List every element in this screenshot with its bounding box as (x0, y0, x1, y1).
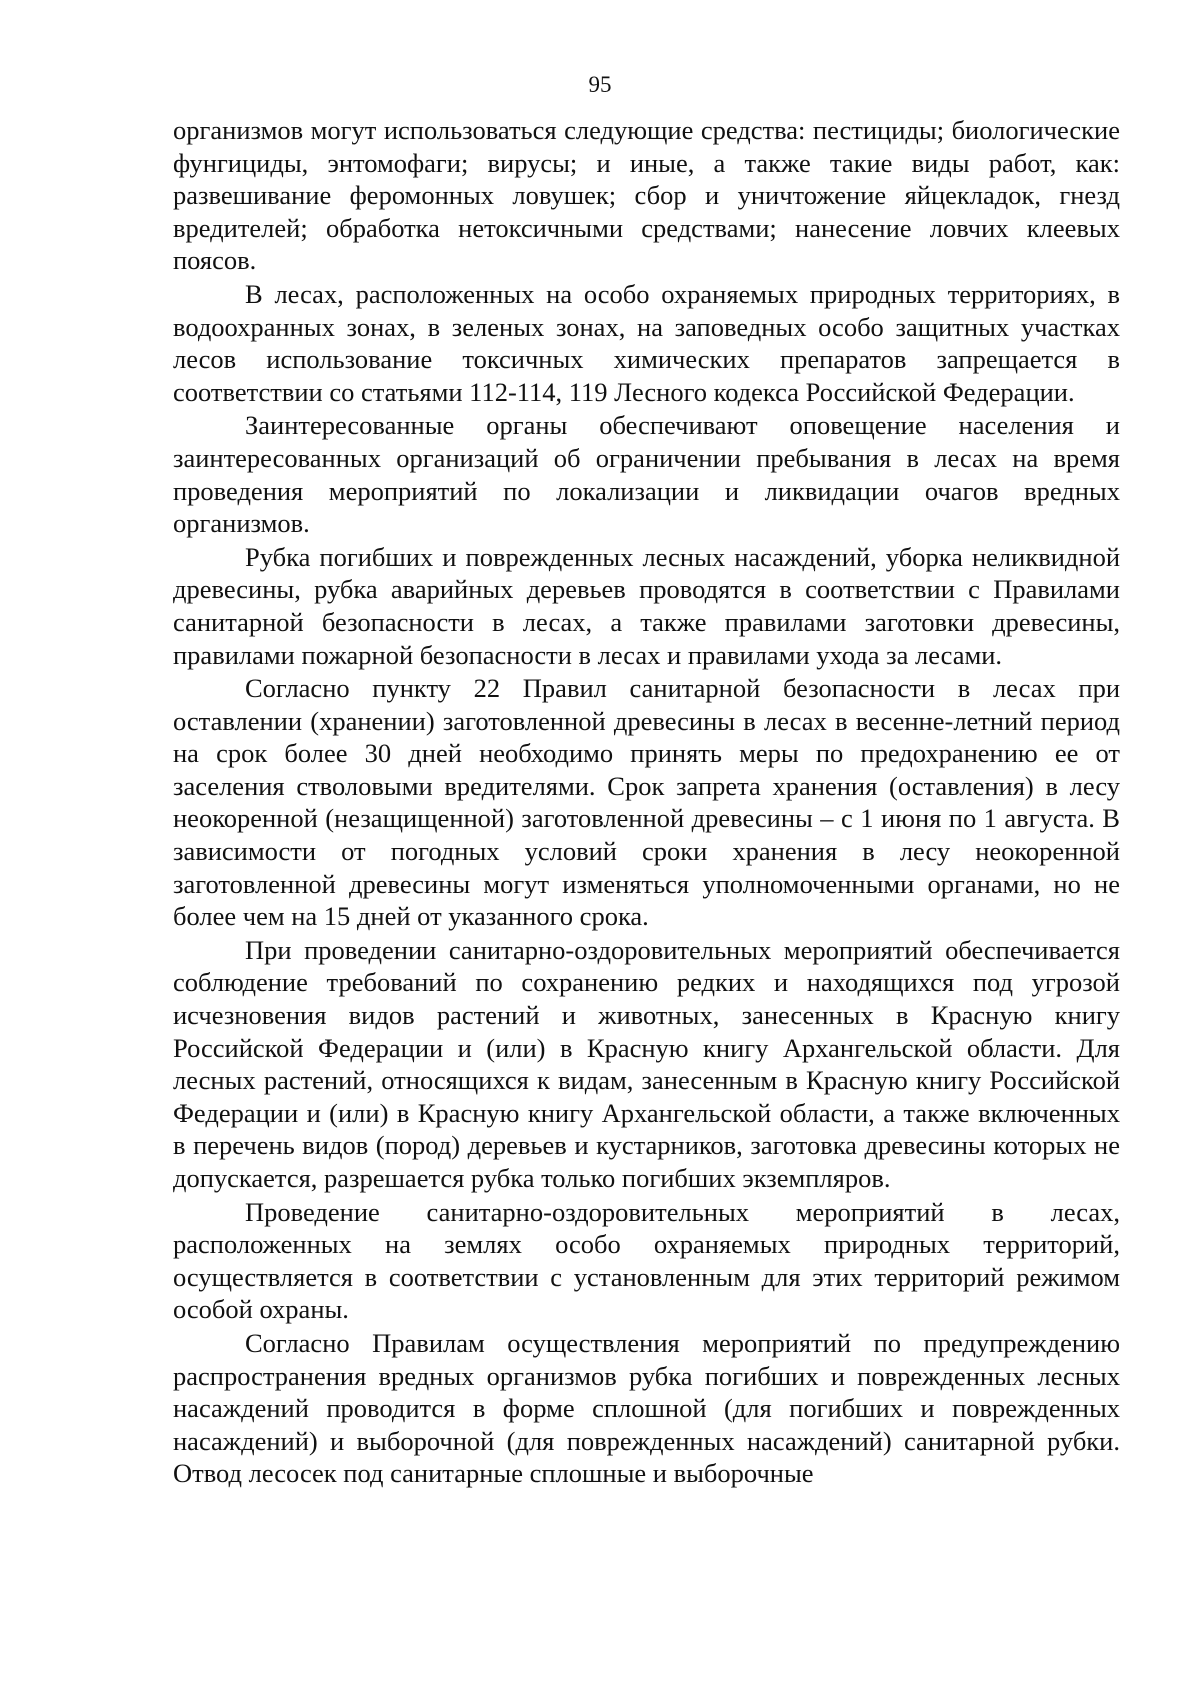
paragraph-public-notification: Заинтересованные органы обеспечивают оповещение населения и заинтересованных организаций об ограничении пребывания в лесах на время проведения мероприятий по локализации и ликвидации очагов вредных организмов. (173, 410, 1120, 539)
body-text (173, 114, 1120, 1490)
page-number: 95 (588, 72, 612, 97)
paragraph-timber-storage: Согласно пункту 22 Правил санитарной безопасности в лесах при оставлении (хранении) заготовленной древесины в лесах в весенне-летний период на срок более 30 дней необходимо принять меры по предохранению ее от заселения стволовыми вредителями. Срок запрета хранения (оставления) в лесу неокоренной (незащищенной) заготовленной древесины – с 1 июня по 1 августа. В зависимости от погодных условий сроки хранения в лесу неокоренной заготовленной древесины могут изменяться уполномоченными органами, но не более чем на 15 дней от указанного срока. (173, 673, 1120, 932)
paragraph-continuation: организмов могут использоваться следующие средства: пестициды; биологические фунгициды, энтомофаги; вирусы; и иные, а также такие виды работ, как: развешивание феромонных ловушек; сбор и уничтожение яйцекладок, гнезд вредителей; обработка нетоксичными средствами; нанесение ловчих клеевых поясов. (173, 115, 1120, 276)
paragraph-felling-rules: Рубка погибших и поврежденных лесных насаждений, уборка неликвидной древесины, рубка аварийных деревьев проводятся в соответствии с Правилами санитарной безопасности в лесах, а также правилами заготовки древесины, правилами пожарной безопасности в лесах и правилами ухода за лесами. (173, 541, 1120, 670)
paragraph-protected-territories: В лесах, расположенных на особо охраняемых природных территориях, в водоохранных зонах, в зеленых зонах, на заповедных особо защитных участках лесов использование токсичных химических препаратов запрещается в соответствии со статьями 112-114, 119 Лесного кодекса Российской Федерации. (173, 278, 1120, 407)
paragraph-red-book-species: При проведении санитарно-оздоровительных мероприятий обеспечивается соблюдение требований по сохранению редких и находящихся под угрозой исчезновения видов растений и животных, занесенных в Красную книгу Российской Федерации и (или) в Красную книгу Архангельской области. Для лесных растений, относящихся к видам, занесенным в Красную книгу Российской Федерации и (или) в Красную книгу Архангельской области, а также включенных в перечень видов (пород) деревьев и кустарников, заготовка древесины которых не допускается, разрешается рубка только погибших экземпляров. (173, 934, 1120, 1193)
paragraph-special-protection-regime: Проведение санитарно-оздоровительных мероприятий в лесах, расположенных на землях особо охраняемых природных территорий, осуществляется в соответствии с установленным для этих территорий режимом особой охраны. (173, 1196, 1120, 1325)
paragraph-sanitary-felling-forms: Согласно Правилам осуществления мероприятий по предупреждению распространения вредных организмов рубка погибших и поврежденных лесных насаждений проводится в форме сплошной (для погибших и поврежденных насаждений) и выборочной (для поврежденных насаждений) санитарной рубки. Отвод лесосек под санитарные сплошные и выборочные (173, 1327, 1120, 1489)
